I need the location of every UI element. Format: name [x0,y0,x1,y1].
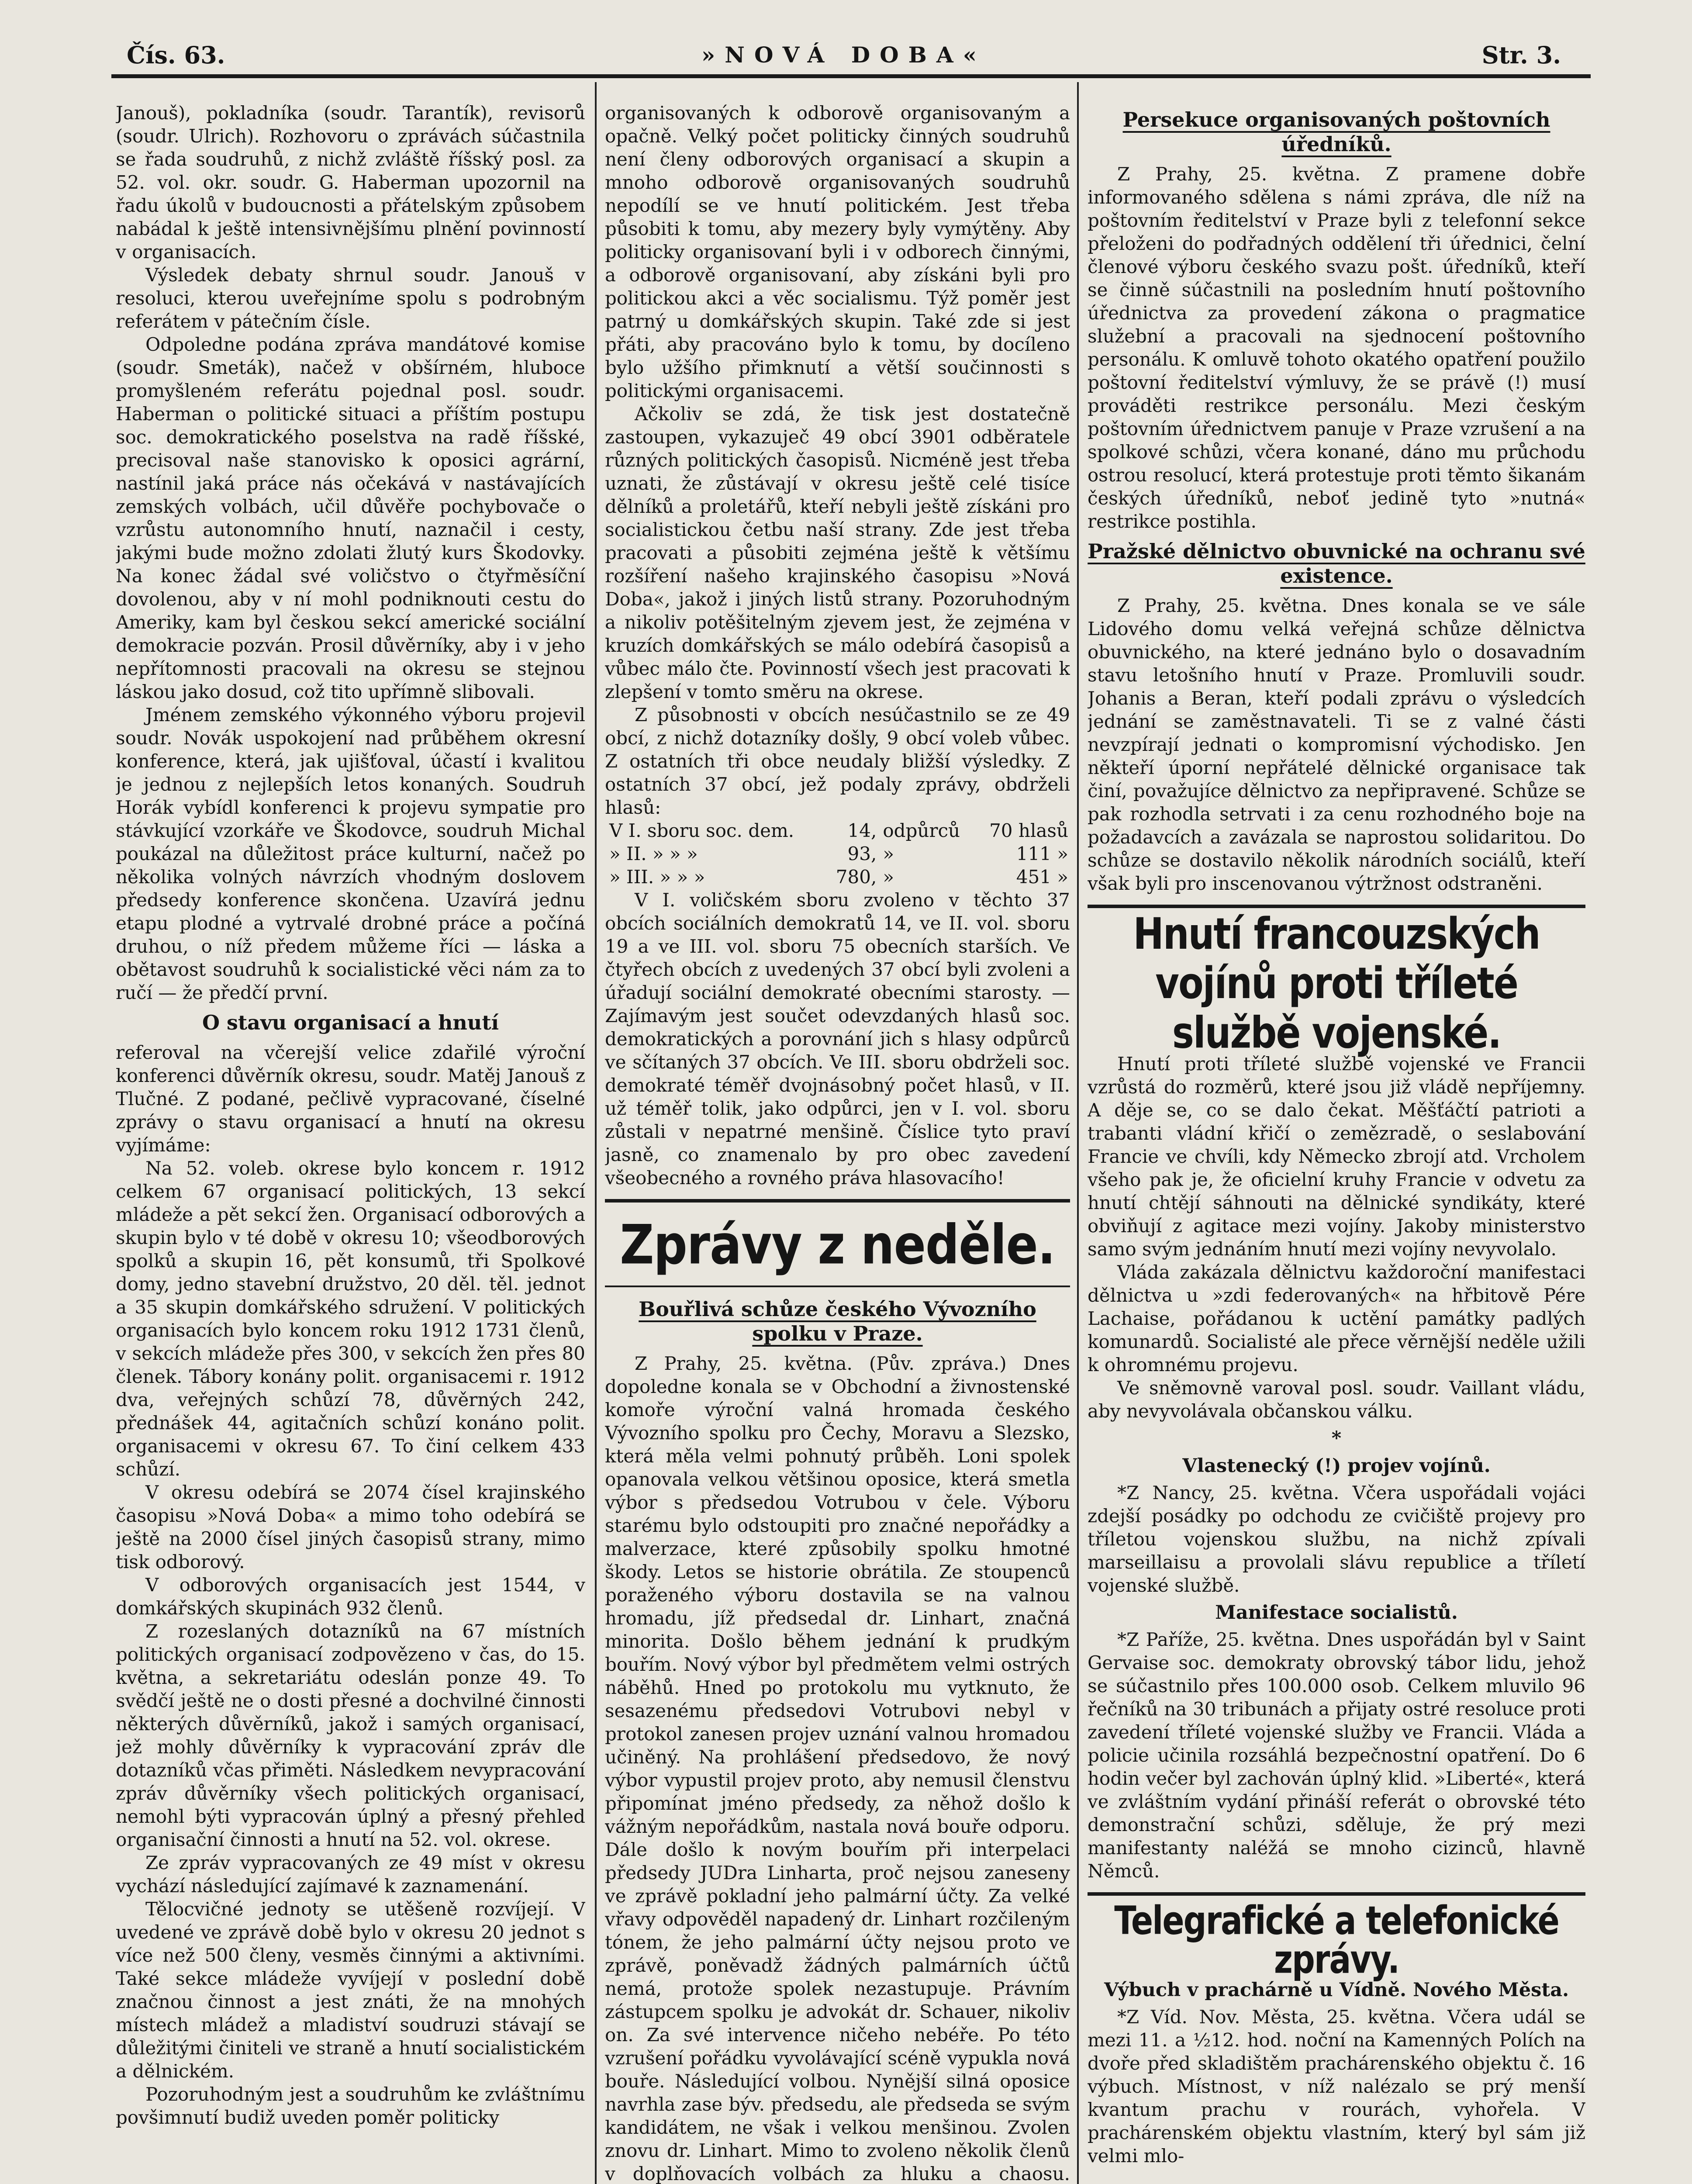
column-divider [1077,82,1079,2184]
vote-opponents: » [883,843,894,864]
paragraph: Na 52. voleb. okrese bylo koncem r. 1912 celkem 67 organisací politických, 13 sekcí mládeže a pět sekcí žen. Organisací odborových a skupin bylo v té době v okresu 10; všeodborových spolků a skupin 16, pět konsumů, tři Spolkové domy, jedno stavební družstvo, 20 děl. těl. jednot a 35 skupin domkářského sdružení. V politických organisacích bylo koncem roku 1912 1731 členů, v sekcích mládeže přes 300, v sekcích žen přes 80 členek. Tábory konány polit. organisacemi r. 1912 dva, veřejných schůzí 78, důvěrných 242, přednášek 44, agitačních schůzí konáno polit. organisacemi v okresu 67. To činí celkem 433 schůzí. [116,1158,585,1480]
vote-opponents: » [883,866,894,888]
paragraph: Ve sněmovně varoval posl. soudr. Vaillant vládu, aby nevyvolávala občanskou válku. [1088,1377,1585,1422]
paragraph: Ze zpráv vypracovaných ze 49 míst v okresu vychází následující zajímavé k zaznamenání. [116,1852,585,1897]
table-row [609,819,1070,842]
paragraph: Odpoledne podána zpráva mandátové komise (soudr. Smeták), načež v obšírném, hluboce promyšleném referátu pojednal posl. soudr. Haberman o politické situaci a příštím postupu soc. demokratického poselstva na radě říšské, precisoval naše stanovisko k oposici agrární, nastínil jaká práce nás očekává v nastávajících zemských volbách, učil důvěře pochybovače o vzrůstu autonomního hnutí, naznačil i cesty, jakými bude možno zdolati žlutý kurs Škodovky. Na konec žádal své voličstvo o čtyřměsíční dovolenou, aby v ní mohl podniknouti cestu do Ameriky, kam byl českou sekcí americké sociální demokracie pozván. Prosil důvěrníky, aby i v jeho nepřítomnosti pracovali na okresu se stejnou láskou jako dosud, což tito upřímně slibovali. [116,334,585,702]
paragraph: Vláda zakázala dělnictvu každoroční manifestaci dělnictva u »zdi federovaných« na hřbitově Pére Lachaise, pořádanou k uctění památky padlých komunardů. Socialisté ale přece věrnější neděle užili k ohromnému projevu. [1088,1261,1585,1375]
paragraph: Z Prahy, 25. května. (Pův. zpráva.) Dnes dopoledne konala se v Obchodní a živnostenské komoře výroční valná hromada českého Vývozního spolku pro Čechy, Moravu a Slezsko, která měla velmi pohnutý průběh. Loni spolek opanovala velkou většinou oposice, která smetla výbor s předsedou Votrubou v čele. Výboru starému bylo odstoupiti pro značné nepořádky a malverzace, které způsobily spolku hmotné škody. Letos se historie obrátila. Ze stoupenců poraženého výboru dostavila se na valnou hromadu, jíž předsedal dr. Linhart, značná minorita. Došlo během jednání k prudkým bouřím. Nový výbor byl předmětem velmi ostrých náběhů. Hned po protokolu mu vytknuto, že sesazenému předsedovi Votrubovi nebyl v protokol zanesen projev uznání valnou hromadou učiněný. Na prohlášení předsedovo, že nový výbor vypustil projev proto, aby nemusil členstvu připomínat jméno předsedy, za něhož došlo k vážným nepořádkům, nastala nová bouře odporu. Dále došlo k novým bouřím při interpelaci předsedy JUDra Linharta, proč nejsou zaneseny ve zprávě pokladní jeho palmární účty. Za velké vřavy odpověděl napadený dr. Linhart rozčileným tónem, že jeho palmární účty nejsou proto ve zprávě, poněvadž žádných palmárních účtů nemá, protože spolek nezastupuje. Právním zástupcem spolku je advokát dr. Schauer, nikoliv on. Za své intervence ničeho nebéře. Po této vzrušení pořádku vyvolávající scéně vypukla nová bouře. Následující volbou. Nynější silná oposice navrhla zase býv. předsedu, ale předseda se svým kandidátem, ne však i velkou menšinou. Zvolen znovu dr. Linhart. Mimo to zvoleno několik členů v doplňovacích volbách za hluku a chaosu. [605,1353,1070,2184]
page-number: Str. 3. [1481,41,1561,69]
paragraph: Ačkoliv se zdá, že tisk jest dostatečně zastoupen, vykazuječ 49 obcí 3901 odběratele různých politických časopisů. Nicméně jest třeba uznati, že zůstávají v okresu ještě celé tisíce dělníků a proletářů, kteří nebyli ještě získáni pro socialistickou četbu naší strany. Zde jest třeba pracovati a působiti zejména ještě k většímu rozšíření našeho krajinského časopisu »Nová Doba«, jakož i jiných listů strany. Pozoruhodným a nikoliv potěšitelným zjevem jest, že zejména v kruzích domkářských se málo odebírá časopisů a vůbec málo čte. Povinností všech jest pracovati k zlepšení v tomto směru na okrese. [605,403,1070,702]
table-row [609,865,1070,888]
column-1 [116,101,585,2184]
paragraph: referoval na včerejší velice zdařilé výroční konferenci důvěrník okresu, soudr. Matěj Janouš z Tlučné. Z podané, pečlivě vypracované, číselné zprávy o stavu organisací a hnutí na okresu vyjímáme: [116,1042,585,1156]
paragraph: V I. voličském sboru zvoleno v těchto 37 obcích sociálních demokratů 14, ve II. vol. sboru 19 a ve III. vol. sboru 75 obecních starších. Ve čtyřech obcích z uvedených 37 obcí byli zvoleni a úřadují sociální demokraté obecními starosty. — Zajímavým jest součet odevzdaných hlasů soc. demokratických a porovnání jich s hlasy odpůrců ve sčítaných 37 obcích. Ve III. sboru obdrželi soc. demokraté téměř dvojnásobný počet hlasů, v II. už téměř tolik, jako odpůrci, jen v I. vol. sboru zůstali v nepatrné menšině. Číslice tyto praví jasně, co znamenalo by pro obec zavedení všeobecného a rovného práva hlasovacího! [605,889,1070,1189]
section-rule [1088,905,1585,908]
section-heading: Výbuch v prachárně u Vídně. Nového Města. [1104,1979,1569,2001]
vote-count: 14, [847,820,877,841]
section-rule [605,1286,1070,1287]
vote-count: 93, [847,843,877,864]
section-heading: O stavu organisací a hnutí [202,1011,499,1034]
paragraph: Jménem zemského výkonného výboru projevil soudr. Novák uspokojení nad průběhem okresní konference, která, jak ujišťoval, účastí i kvalitou je jednou z nejlepších letos konaných. Soudruh Horák vybídl konferenci k projevu sympatie pro stávkující vzorkáře ve Škodovce, soudruh Michal poukázal na důležitost práce kulturní, načež po několika volných návrzích vhodným doslovem předsedy konference skončena. Uzavírá jednu etapu plodné a vytrvalé drobné práce a počíná druhou, o níž předem můžeme říci — láska a obětavost soudruhů k socialistické věci nám za to ručí — že předčí první. [116,704,585,1003]
vote-count: 780, [836,866,877,888]
headline-zpravy-z-nedele: Zprávy z neděle. [620,1213,1055,1277]
page-header [127,37,1561,73]
section-heading: Manifestace socialistů. [1215,1602,1458,1624]
section-heading: Bouřlivá schůze českého Vývozního spolku v Praze. [639,1297,1036,1345]
paragraph: *Z Paříže, 25. května. Dnes uspořádán byl v Saint Gervaise soc. demokraty obrovský tábor lidu, jehož se súčastnilo přes 100.000 osob. Celkem mluvilo 96 řečníků na 30 tribunách a přijaty ostré resoluce proti zavedení tříleté vojenské služby ve Francii. Vláda a policie učinila rozsáhlá bezpečnostní opatření. Do 6 hodin večer byl zachován úplný klid. »Liberté«, která ve zvláštním vydání přináší referát o obrovské této demonstrační schůzi, sděluje, že prý mezi manifestanty naléžá se mnoho cizinců, hlavně Němců. [1088,1629,1585,1882]
header-rule [111,74,1591,78]
vote-count: 70 hlasů [989,820,1068,841]
paragraph: Janouš), pokladníka (soudr. Tarantík), revisorů (soudr. Ulrich). Rozhovoru o zprávách súčastnila se řada soudruhů, z nichž zvláště říšský posl. za 52. vol. okr. soudr. G. Haberman upozornil na řadu úkolů v budoucnosti a přátelským způsobem nabádal k ještě intensivnějšímu plnění povinností v organisacích. [116,102,585,263]
vote-label: » III. » » » [609,866,705,888]
paragraph: Z Prahy, 25. května. Z pramene dobře informovaného sdělena s námi zpráva, dle níž na poštovním ředitelství v Praze byli z telefonní sekce přeloženi do podřadných oddělení tři úřednici, čelní členové výboru českého svazu pošt. úředníků, kteří se činně súčastnili na posledním hnutí poštovního úřednictva za provedení zákona o pragmatice služební a pracovali na sjednocení poštovního personálu. K omluvě tohoto okatého opatření použilo poštovní ředitelství výmluvy, že se právě (!) musí prováděti restrikce personálu. Mezi českým poštovním úřednictvem panuje v Praze vzrušení a na spolkové schůzi, včera konané, dáno mu průchodu ostrou resolucí, která protestuje proti těmto šikanám českých úředníků, neboť jedině tyto »nutná« restrikce postihla. [1088,163,1585,532]
column-2 [605,101,1070,2184]
headline-telegraficke-zpravy: Telegrafické a telefonické zprávy. [1114,1898,1559,1982]
paragraph: Z Prahy, 25. května. Dnes konala se ve sále Lidového domu velká veřejná schůze dělnictva obuvnického, na které jednáno bylo o dosavadním stavu letošního hnutí v Praze. Promluvili soudr. Johanis a Beran, kteří podali zprávu o výsledcích jednání se zaměstnavateli. Ti se z valné části nevzpírají jednati o kompromisní východisko. Jen někteří úporní nepřátelé dělnické organisace tak činí, považujíce dělnictvo za nepřipravené. Schůze se pak rozhodla setrvati i za cenu rozhodného boje na požadavcích a zavázala se naprostou solidaritou. Do schůze se dostavilo několik národních sociálů, kteří však byli pro inscenovanou výtržnost odstraněni. [1088,595,1585,894]
section-rule [1088,1892,1585,1896]
paragraph: *Z Víd. Nov. Města, 25. května. Včera udál se mezi 11. a ½12. hod. noční na Kamenných Polích na dvoře před skladištěm prachárenského objektu č. 16 výbuch. Místnost, v níž nalézalo se prý menší kvantum prachu v rourách, vyhořela. V prachárenském objektu vlastním, který byl sám již velmi mlo- [1088,2006,1585,2167]
paragraph: Pozoruhodným jest a soudruhům ke zvláštnímu povšimnutí budiž uveden poměr politicky [116,2084,585,2128]
section-heading: Pražské dělnictvo obuvnické na ochranu své existence. [1088,539,1585,587]
column-divider [595,82,597,2184]
paragraph: *Z Nancy, 25. května. Včera uspořádali vojáci zdejší posádky po odchodu ze cvičiště projevy pro tříletou vojenskou službu, na nichž zpívali marseillaisu a provolali slávu republice a tříletí vojenské službě. [1088,1482,1585,1596]
newspaper-title: »NOVÁ DOBA« [701,42,986,68]
paragraph: Z působnosti v obcích nesúčastnilo se ze 49 obcí, z nichž dotazníky došly, 9 obcí voleb vůbec. Z ostatních tři obce neudaly bližší výsledky. Z ostatních 37 obcí, jež podaly zprávy, obdrželi hlasů: [605,704,1070,818]
vote-count: 111 » [1016,843,1068,864]
votes-table [609,819,1070,888]
paragraph: Z rozeslaných dotazníků na 67 místních politických organisací zodpovězeno v čas, do 15. května, a sekretariátu odeslán ponze 49. To svědčí ještě ne o dosti přesné a dochvilné činnosti některých důvěrníků, jakož i samých organisací, jež mohly důvěrníky k vypracování zpráv dle dotazníků včas přiměti. Následkem nevypracování zpráv důvěrníky všech politických organisací, nemohl býti vypracován úplný a přesný přehled organisační činnosti a hnutí na 52. vol. okrese. [116,1621,585,1850]
table-row [609,842,1070,865]
vote-label: » II. » » » [609,843,698,864]
paragraph: organisovaných k odborově organisovaným a opačně. Velký počet politicky činných soudruhů není členy odborových organisací a skupin a mnoho odborově organisovaných soudruhů nepodílí se ve hnutí politickém. Jest třeba působiti k tomu, aby mezery byly vymýtěny. Aby politicky organisovaní byli i v odborech činnými, a odborově organisovaní, aby získáni byli pro politickou akci a věc socialismu. Týž poměr jest patrný u domkářských skupin. Také zde si jest přáti, aby pracováno bylo k tomu, by docíleno bylo užšího přimknutí a větší součinnosti s politickými organisacemi. [605,102,1070,401]
section-heading: Vlastenecký (!) projev vojínů. [1182,1455,1491,1477]
separator-star: * [1331,1427,1342,1449]
paragraph: Výsledek debaty shrnul soudr. Janouš v resoluci, kterou uveřejníme spolu s podrobným referátem v pátečním čísle. [116,264,585,332]
issue-number: Čís. 63. [127,41,225,69]
paragraph: V okresu odebírá se 2074 čísel krajinského časopisu »Nová Doba« a mimo toho odebírá se ještě na 2000 čísel jiných časopisů strany, mimo tisk odborový. [116,1482,585,1572]
column-3 [1088,101,1585,2184]
paragraph: V odborových organisacích jest 1544, v domkářských skupinách 932 členů. [116,1574,585,1619]
paragraph: Tělocvičné jednoty se utěšeně rozvíjejí. V uvedené ve zprávě době bylo v okresu 20 jednot s více než 500 členy, vesměs činnými a aktivními. Také sekce mládeže vyvíjejí v poslední době značnou činnost a jest znáti, že na mnohých místech mládež a mladiství soudruzi stávají se důležitými činiteli ve straně a hnutí socialistickém a dělnickém. [116,1898,585,2082]
vote-count: 451 » [1016,866,1068,888]
section-rule [605,1199,1070,1203]
section-heading: Persekuce organisovaných poštovních úředníků. [1122,108,1550,156]
vote-opponents: odpůrců [883,820,960,841]
vote-label: V I. sboru soc. dem. [609,820,794,841]
headline-hnuti-vojinu: Hnutí francouzských vojínů proti tříleté službě vojenské. [1133,908,1540,1058]
paragraph: Hnutí proti tříleté službě vojenské ve Francii vzrůstá do rozměrů, které jsou již vládě nepříjemny. A děje se, co se dalo čekat. Měšťáčtí patrioti a trabanti vládní křičí o zemězradě, o seslabování Francie ve chvíli, kdy Německo zbrojí atd. Vrcholem všeho pak je, že oficielní kruhy Francie v odvetu za hnutí chtějí sáhnouti na dělnické syndikáty, které obviňují z agitace mezi vojíny. Jakoby ministerstvo samo svým jednáním hnutí mezi vojíny nevyvolalo. [1088,1053,1585,1260]
